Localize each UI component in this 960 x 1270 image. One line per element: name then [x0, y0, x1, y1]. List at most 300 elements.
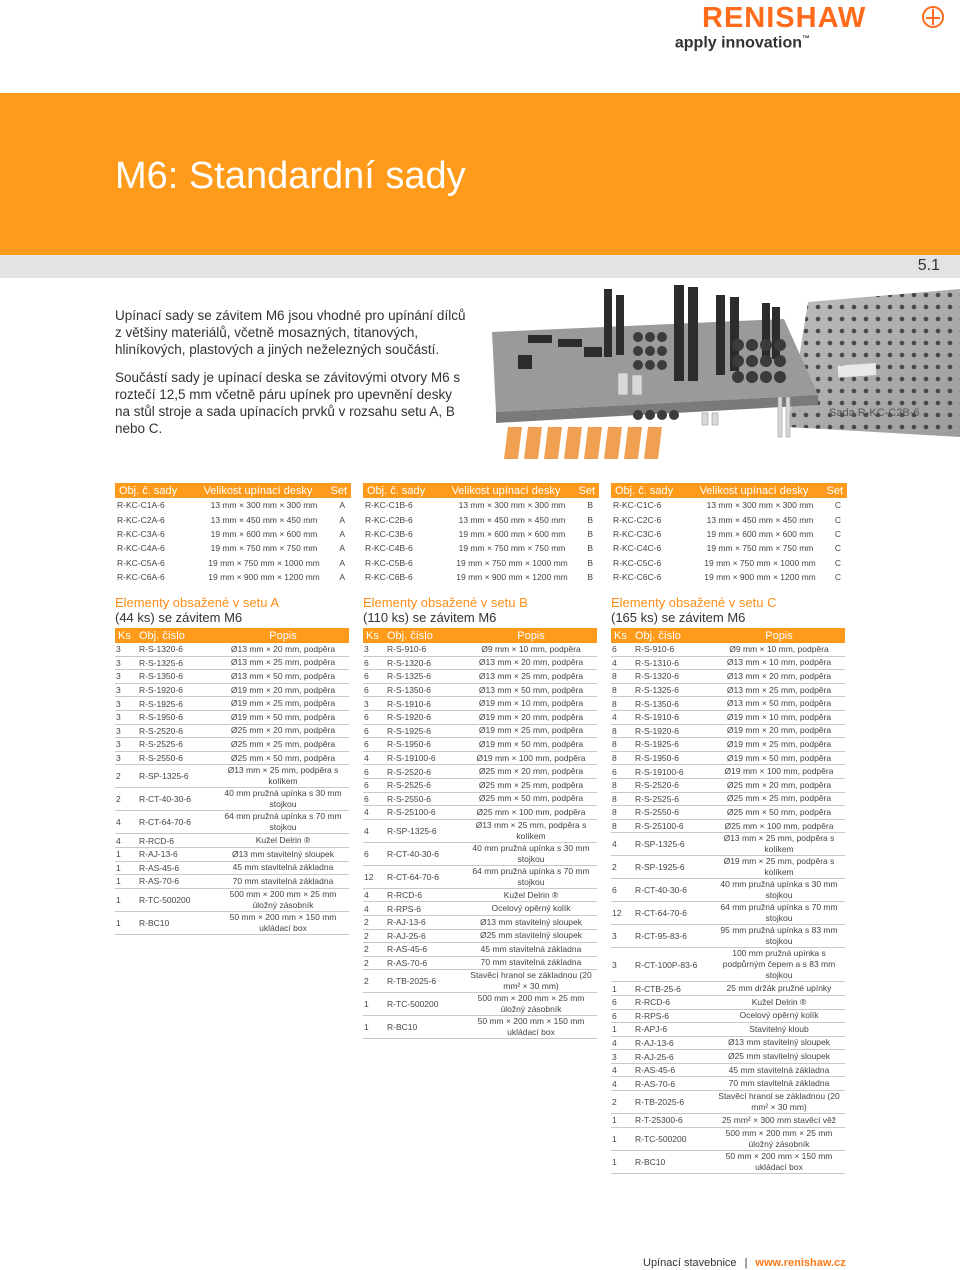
- qty-cell: 3: [116, 698, 121, 709]
- code-cell: R-S-1920-6: [635, 725, 679, 736]
- table-body: [611, 643, 845, 1174]
- code-cell: R-TB-2025-6: [635, 1097, 685, 1108]
- footer-separator: |: [744, 1257, 748, 1269]
- table-row: [611, 752, 845, 766]
- description-cell: 500 mm × 200 mm × 25 mm úložný zásobník: [725, 1127, 833, 1149]
- description-cell: 40 mm pružná upínka s 30 mm stojkou: [224, 788, 342, 810]
- qty-cell: 6: [364, 739, 369, 750]
- chapter-bar: [0, 255, 960, 278]
- description-cell: 40 mm pružná upínka s 30 mm stojkou: [720, 879, 838, 901]
- qty-cell: 4: [612, 1065, 617, 1076]
- table-row: [115, 657, 349, 671]
- table-row: R-KC-C2A-6 13 mm × 450 mm × 450 mm A: [117, 514, 345, 525]
- qty-cell: 1: [612, 1156, 617, 1167]
- table-row: [115, 752, 349, 766]
- qty-cell: 8: [612, 780, 617, 791]
- code-cell: R-S-1350-6: [139, 671, 183, 682]
- qty-cell: 1: [612, 1133, 617, 1144]
- table-row: [363, 930, 597, 944]
- description-cell: 70 mm stavitelná základna: [480, 957, 582, 968]
- table-row: [115, 711, 349, 725]
- code-cell: R-SP-1925-6: [635, 862, 685, 873]
- description-cell: 500 mm × 200 mm × 25 mm úložný zásobník: [229, 888, 337, 910]
- code-cell: R-S-910-6: [387, 644, 427, 655]
- table-row: [611, 820, 845, 834]
- description-cell: Ø19 mm × 25 mm, podpěra: [726, 738, 832, 749]
- code-cell: R-BC10: [635, 1156, 666, 1167]
- description-cell: Ø25 mm × 100 mm, podpěra: [724, 820, 834, 831]
- table-row: [611, 643, 845, 657]
- description-cell: Ø13 mm × 20 mm, podpěra: [230, 643, 336, 654]
- code-cell: R-S-1350-6: [635, 698, 679, 709]
- table-row: [611, 806, 845, 820]
- table-header: Obj. č. sady Velikost upínací desky Set: [363, 483, 599, 498]
- description-cell: Ø19 mm × 10 mm, podpěra: [726, 711, 832, 722]
- qty-cell: 3: [116, 671, 121, 682]
- qty-cell: 4: [364, 890, 369, 901]
- code-cell: R-AS-45-6: [635, 1065, 676, 1076]
- table-row: [363, 993, 597, 1016]
- code-cell: R-AS-70-6: [139, 876, 180, 887]
- qty-cell: 2: [116, 794, 121, 805]
- table-row: [611, 657, 845, 671]
- logo-wordmark: RENISHAW: [702, 2, 867, 34]
- description-cell: Kužel Delrin ®: [751, 996, 807, 1007]
- code-cell: R-CT-40-30-6: [387, 848, 439, 859]
- table-row: [115, 811, 349, 834]
- code-cell: R-S-19100-6: [635, 766, 684, 777]
- qty-cell: 3: [116, 644, 121, 655]
- description-cell: Ø25 mm × 50 mm, podpěra: [478, 793, 584, 804]
- tagline: apply innovation™: [674, 34, 810, 52]
- qty-cell: 6: [364, 780, 369, 791]
- code-cell: R-S-1950-6: [139, 712, 183, 723]
- code-cell: R-SP-1325-6: [139, 771, 189, 782]
- qty-cell: 6: [612, 885, 617, 896]
- table-row: [363, 684, 597, 698]
- description-cell: Ø19 mm × 25 mm, podpěra: [478, 725, 584, 736]
- description-cell: Ø13 mm × 20 mm, podpěra: [478, 657, 584, 668]
- table-title: Elementy obsažené v setu A: [115, 595, 280, 610]
- description-cell: 70 mm stavitelná základna: [232, 875, 334, 886]
- code-cell: R-S-1920-6: [139, 685, 183, 696]
- table-row: [611, 697, 845, 711]
- page-footer: [643, 1257, 846, 1269]
- table-row: [611, 779, 845, 793]
- qty-cell: 4: [364, 903, 369, 914]
- qty-cell: 3: [116, 739, 121, 750]
- code-cell: R-RCD-6: [387, 890, 422, 901]
- code-cell: R-S-2525-6: [387, 780, 431, 791]
- size-table-b: [363, 483, 599, 584]
- qty-cell: 8: [612, 807, 617, 818]
- qty-cell: 4: [116, 835, 121, 846]
- description-cell: Ø19 mm × 10 mm, podpěra: [478, 698, 584, 709]
- renishaw-logo: [702, 2, 892, 34]
- description-cell: Ø13 mm × 10 mm, podpěra: [726, 657, 832, 668]
- qty-cell: 6: [612, 766, 617, 777]
- qty-cell: 2: [116, 771, 121, 782]
- code-cell: R-CT-64-70-6: [139, 817, 191, 828]
- footer-website-link[interactable]: www.renishaw.cz: [755, 1257, 846, 1269]
- description-cell: Ø25 mm × 20 mm, podpěra: [478, 766, 584, 777]
- qty-cell: 1: [364, 999, 369, 1010]
- qty-cell: 6: [364, 712, 369, 723]
- table-row: [611, 765, 845, 779]
- description-cell: Ø25 mm stavitelný sloupek: [479, 930, 583, 941]
- table-row: [115, 875, 349, 889]
- description-cell: Ø25 mm × 20 mm, podpěra: [230, 725, 336, 736]
- description-cell: Ø13 mm × 25 mm, podpěra: [230, 657, 336, 668]
- table-row: [363, 820, 597, 843]
- description-cell: 64 mm pružná upínka s 70 mm stojkou: [472, 865, 590, 887]
- description-cell: Ø13 mm × 50 mm, podpěra: [726, 698, 832, 709]
- table-row: [611, 711, 845, 725]
- table-row: [611, 1114, 845, 1128]
- qty-cell: 4: [364, 807, 369, 818]
- description-cell: Ø19 mm × 100 mm, podpěra: [476, 752, 586, 763]
- table-row: [363, 916, 597, 930]
- qty-cell: 12: [364, 871, 374, 882]
- table-subtitle: (110 ks) se závitem M6: [363, 610, 497, 625]
- code-cell: R-AJ-25-6: [387, 930, 426, 941]
- table-row: [611, 1050, 845, 1064]
- code-cell: R-SP-1325-6: [387, 825, 437, 836]
- qty-cell: 1: [116, 894, 121, 905]
- table-row: [611, 1010, 845, 1024]
- code-cell: R-BC10: [139, 917, 170, 928]
- qty-cell: 8: [612, 685, 617, 696]
- table-row: [363, 765, 597, 779]
- code-cell: R-S-25100-6: [387, 807, 436, 818]
- code-cell: R-S-1320-6: [139, 644, 183, 655]
- code-cell: R-RPS-6: [387, 903, 422, 914]
- description-cell: Ø13 mm stavitelný sloupek: [479, 916, 583, 927]
- qty-cell: 4: [364, 753, 369, 764]
- qty-cell: 6: [364, 657, 369, 668]
- qty-cell: 2: [364, 944, 369, 955]
- table-row: [363, 843, 597, 866]
- qty-cell: 8: [612, 793, 617, 804]
- qty-cell: 3: [116, 657, 121, 668]
- code-cell: R-S-2520-6: [139, 725, 183, 736]
- description-cell: 100 mm pružná upínka s podpůrným čepem a s 83 mm stojkou: [722, 948, 836, 981]
- description-cell: Ø13 mm stavitelný sloupek: [727, 1037, 831, 1048]
- table-row: [611, 856, 845, 879]
- qty-cell: 3: [116, 753, 121, 764]
- logo-symbol-icon: [922, 6, 944, 28]
- table-row: R-KC-C6A-6 19 mm × 900 mm × 1200 mm A: [117, 572, 345, 583]
- qty-cell: 1: [612, 1024, 617, 1035]
- code-cell: R-S-1950-6: [387, 739, 431, 750]
- elements-table-b: [363, 595, 597, 1039]
- table-row: [115, 889, 349, 912]
- code-cell: R-SP-1325-6: [635, 839, 685, 850]
- table-row: [115, 738, 349, 752]
- qty-cell: 1: [612, 1115, 617, 1126]
- title-banner: [0, 93, 960, 255]
- table-row: [611, 684, 845, 698]
- description-cell: 500 mm × 200 mm × 25 mm úložný zásobník: [477, 993, 585, 1015]
- table-row: [611, 902, 845, 925]
- page-title: M6: Standardní sady: [115, 155, 466, 197]
- table-row: [115, 834, 349, 848]
- description-cell: Stavitelný kloub: [749, 1023, 809, 1034]
- table-row: [115, 697, 349, 711]
- code-cell: R-S-2520-6: [387, 766, 431, 777]
- table-row: [611, 1023, 845, 1037]
- qty-cell: 2: [612, 862, 617, 873]
- table-row: R-KC-C3B-6 19 mm × 600 mm × 600 mm B: [365, 528, 593, 539]
- code-cell: R-CT-95-83-6: [635, 931, 687, 942]
- table-row: [115, 765, 349, 788]
- qty-cell: 8: [612, 821, 617, 832]
- description-cell: Ø13 mm × 25 mm, podpěra: [726, 684, 832, 695]
- table-row: [611, 925, 845, 948]
- description-cell: Ø19 mm × 50 mm, podpěra: [230, 711, 336, 722]
- qty-cell: 2: [612, 1097, 617, 1108]
- qty-cell: 4: [364, 825, 369, 836]
- table-row: R-KC-C1A-6 13 mm × 300 mm × 300 mm A: [117, 500, 345, 511]
- qty-cell: 4: [612, 1078, 617, 1089]
- qty-cell: 3: [612, 959, 617, 970]
- code-cell: R-AS-45-6: [139, 862, 180, 873]
- code-cell: R-S-1320-6: [635, 671, 679, 682]
- table-row: [115, 643, 349, 657]
- code-cell: R-AJ-13-6: [635, 1037, 674, 1048]
- qty-cell: 4: [116, 817, 121, 828]
- table-row: [611, 738, 845, 752]
- table-row: [115, 862, 349, 876]
- table-subtitle: (165 ks) se závitem M6: [611, 610, 746, 625]
- code-cell: R-S-19100-6: [387, 753, 436, 764]
- qty-cell: 2: [364, 930, 369, 941]
- qty-cell: 8: [612, 753, 617, 764]
- description-cell: Ø19 mm × 20 mm, podpěra: [726, 725, 832, 736]
- description-cell: Ø13 mm × 25 mm, podpěra s kolíkem: [723, 833, 835, 855]
- qty-cell: 1: [364, 1022, 369, 1033]
- code-cell: R-APJ-6: [635, 1024, 668, 1035]
- code-cell: R-S-1310-6: [635, 657, 679, 668]
- table-body: [115, 643, 349, 935]
- table-row: [611, 793, 845, 807]
- qty-cell: 1: [116, 862, 121, 873]
- qty-cell: 6: [612, 997, 617, 1008]
- description-cell: Ø19 mm × 50 mm, podpěra: [478, 738, 584, 749]
- table-title: Elementy obsažené v setu C: [611, 595, 777, 610]
- table-row: [611, 1091, 845, 1114]
- code-cell: R-S-1920-6: [387, 712, 431, 723]
- table-row: [611, 879, 845, 902]
- code-cell: R-CT-40-30-6: [139, 794, 191, 805]
- code-cell: R-S-25100-6: [635, 821, 684, 832]
- description-cell: 45 mm stavitelná základna: [728, 1064, 830, 1075]
- qty-cell: 8: [612, 698, 617, 709]
- code-cell: R-TC-500200: [635, 1133, 687, 1144]
- table-row: [115, 684, 349, 698]
- description-cell: Ø19 mm × 25 mm, podpěra s kolíkem: [723, 856, 835, 878]
- table-row: [363, 711, 597, 725]
- description-cell: 64 mm pružná upínka s 70 mm stojkou: [720, 902, 838, 924]
- size-table-a: [115, 483, 351, 584]
- code-cell: R-CT-40-30-6: [635, 885, 687, 896]
- qty-cell: 6: [612, 1010, 617, 1021]
- code-cell: R-S-1350-6: [387, 685, 431, 696]
- code-cell: R-TC-500200: [139, 894, 191, 905]
- table-row: [363, 970, 597, 993]
- table-row: [115, 912, 349, 935]
- qty-cell: 6: [364, 725, 369, 736]
- table-row: R-KC-C1B-6 13 mm × 300 mm × 300 mm B: [365, 500, 593, 511]
- description-cell: Kužel Delrin ®: [255, 835, 311, 846]
- code-cell: R-S-1925-6: [387, 725, 431, 736]
- code-cell: R-TC-500200: [387, 999, 439, 1010]
- code-cell: R-BC10: [387, 1022, 418, 1033]
- qty-cell: 12: [612, 908, 622, 919]
- qty-cell: 8: [612, 671, 617, 682]
- code-cell: R-CT-100P-83-6: [635, 959, 698, 970]
- code-cell: R-S-1910-6: [387, 698, 431, 709]
- description-cell: 95 mm pružná upínka s 83 mm stojkou: [720, 925, 838, 947]
- table-row: [611, 1077, 845, 1091]
- table-header: Ks Obj. číslo Popis: [363, 628, 597, 643]
- qty-cell: 1: [116, 876, 121, 887]
- table-header: Obj. č. sady Velikost upínací desky Set: [611, 483, 847, 498]
- description-cell: Ocelový opěrný kolík: [739, 1010, 819, 1021]
- qty-cell: 3: [116, 725, 121, 736]
- table-row: [363, 725, 597, 739]
- code-cell: R-S-1950-6: [635, 753, 679, 764]
- code-cell: R-AS-70-6: [387, 957, 428, 968]
- code-cell: R-AS-70-6: [635, 1078, 676, 1089]
- code-cell: R-RPS-6: [635, 1010, 670, 1021]
- table-row: [363, 643, 597, 657]
- qty-cell: 8: [612, 739, 617, 750]
- qty-cell: 6: [364, 671, 369, 682]
- description-cell: Ø13 mm × 20 mm, podpěra: [726, 670, 832, 681]
- code-cell: R-S-2550-6: [635, 807, 679, 818]
- table-body: [363, 643, 597, 1039]
- table-row: [363, 752, 597, 766]
- code-cell: R-S-1325-6: [635, 685, 679, 696]
- table-row: [611, 982, 845, 996]
- description-cell: Ø13 mm × 50 mm, podpěra: [478, 684, 584, 695]
- table-subtitle: (44 ks) se závitem M6: [115, 610, 243, 625]
- qty-cell: 6: [612, 644, 617, 655]
- table-row: [363, 657, 597, 671]
- description-cell: Ø25 mm × 25 mm, podpěra: [478, 779, 584, 790]
- table-row: [363, 793, 597, 807]
- table-row: [115, 725, 349, 739]
- description-cell: Ø9 mm × 10 mm, podpěra: [481, 643, 581, 654]
- description-cell: 45 mm stavitelná základna: [232, 862, 334, 873]
- qty-cell: 1: [612, 983, 617, 994]
- code-cell: R-CT-64-70-6: [387, 871, 439, 882]
- qty-cell: 4: [612, 657, 617, 668]
- table-row: [363, 902, 597, 916]
- table-row: R-KC-C2B-6 13 mm × 450 mm × 450 mm B: [365, 514, 593, 525]
- qty-cell: 2: [364, 976, 369, 987]
- description-cell: 25 mm držák pružné upínky: [726, 983, 832, 994]
- code-cell: R-S-910-6: [635, 644, 675, 655]
- table-row: [363, 738, 597, 752]
- code-cell: R-RCD-6: [635, 997, 670, 1008]
- table-row: R-KC-C4C-6 19 mm × 750 mm × 750 mm C: [613, 543, 841, 554]
- description-cell: Ø25 mm × 25 mm, podpěra: [230, 738, 336, 749]
- table-row: R-KC-C5A-6 19 mm × 750 mm × 1000 mm A: [117, 557, 345, 568]
- code-cell: R-S-1320-6: [387, 657, 431, 668]
- table-row: [611, 670, 845, 684]
- qty-cell: 6: [364, 848, 369, 859]
- code-cell: R-AJ-25-6: [635, 1051, 674, 1062]
- description-cell: Ø19 mm × 100 mm, podpěra: [724, 766, 834, 777]
- description-cell: Ø25 mm × 25 mm, podpěra: [726, 793, 832, 804]
- description-cell: 50 mm × 200 mm × 150 mm ukládací box: [229, 911, 337, 933]
- description-cell: Ø13 mm × 25 mm, podpěra: [478, 670, 584, 681]
- table-row: [363, 1016, 597, 1039]
- description-cell: 50 mm × 200 mm × 150 mm ukládací box: [725, 1150, 833, 1172]
- footer-label: Upínací stavebnice: [643, 1257, 737, 1269]
- description-cell: Ø25 mm × 50 mm, podpěra: [726, 806, 832, 817]
- description-cell: Ø19 mm × 20 mm, podpěra: [230, 684, 336, 695]
- description-cell: Ø25 mm stavitelný sloupek: [727, 1051, 831, 1062]
- table-row: R-KC-C6B-6 19 mm × 900 mm × 1200 mm B: [365, 572, 593, 583]
- qty-cell: 1: [116, 917, 121, 928]
- code-cell: R-S-2520-6: [635, 780, 679, 791]
- table-row: [363, 866, 597, 889]
- code-cell: R-RCD-6: [139, 835, 174, 846]
- description-cell: Stavěcí hranol se základnou (20 mm² × 30 mm): [718, 1091, 840, 1113]
- description-cell: Ocelový opěrný kolík: [491, 903, 571, 914]
- description-cell: Ø19 mm × 20 mm, podpěra: [478, 711, 584, 722]
- code-cell: R-S-1925-6: [139, 698, 183, 709]
- table-row: [611, 1151, 845, 1174]
- code-cell: R-TB-2025-6: [387, 976, 437, 987]
- description-cell: Ø25 mm × 100 mm, podpěra: [476, 806, 586, 817]
- qty-cell: 6: [364, 766, 369, 777]
- table-header: Ks Obj. číslo Popis: [611, 628, 845, 643]
- table-row: [611, 1037, 845, 1051]
- table-row: R-KC-C6C-6 19 mm × 900 mm × 1200 mm C: [613, 572, 841, 583]
- description-cell: 40 mm pružná upínka s 30 mm stojkou: [472, 842, 590, 864]
- code-cell: R-T-25300-6: [635, 1115, 683, 1126]
- description-cell: Ø19 mm × 25 mm, podpěra: [230, 698, 336, 709]
- code-cell: R-S-2525-6: [635, 793, 679, 804]
- qty-cell: 3: [116, 712, 121, 723]
- elements-table-c: [611, 595, 845, 1174]
- product-photo: [488, 277, 960, 459]
- description-cell: Ø13 mm × 25 mm, podpěra s kolíkem: [227, 765, 339, 787]
- code-cell: R-S-1325-6: [139, 657, 183, 668]
- table-row: [363, 943, 597, 957]
- code-cell: R-S-2525-6: [139, 739, 183, 750]
- table-row: R-KC-C4A-6 19 mm × 750 mm × 750 mm A: [117, 543, 345, 554]
- elements-table-a: [115, 595, 349, 935]
- qty-cell: 8: [612, 725, 617, 736]
- description-cell: 64 mm pružná upínka s 70 mm stojkou: [224, 811, 342, 833]
- description-cell: Ø13 mm × 50 mm, podpěra: [230, 670, 336, 681]
- intro-paragraph-2: Součástí sady je upínací deska se závitovými otvory M6 s roztečí 12,5 mm včetně páru upínek pro upevnění desky na stůl stroje a sada upínacích prvků v rozsahu setu A, B nebo C.: [115, 370, 461, 436]
- qty-cell: 3: [612, 1051, 617, 1062]
- size-table-c: [611, 483, 847, 584]
- code-cell: R-S-2550-6: [139, 753, 183, 764]
- table-row: [363, 670, 597, 684]
- table-row: R-KC-C1C-6 13 mm × 300 mm × 300 mm C: [613, 500, 841, 511]
- code-cell: R-AJ-13-6: [139, 849, 178, 860]
- table-row: R-KC-C2C-6 13 mm × 450 mm × 450 mm C: [613, 514, 841, 525]
- code-cell: R-CT-64-70-6: [635, 908, 687, 919]
- code-cell: R-S-1925-6: [635, 739, 679, 750]
